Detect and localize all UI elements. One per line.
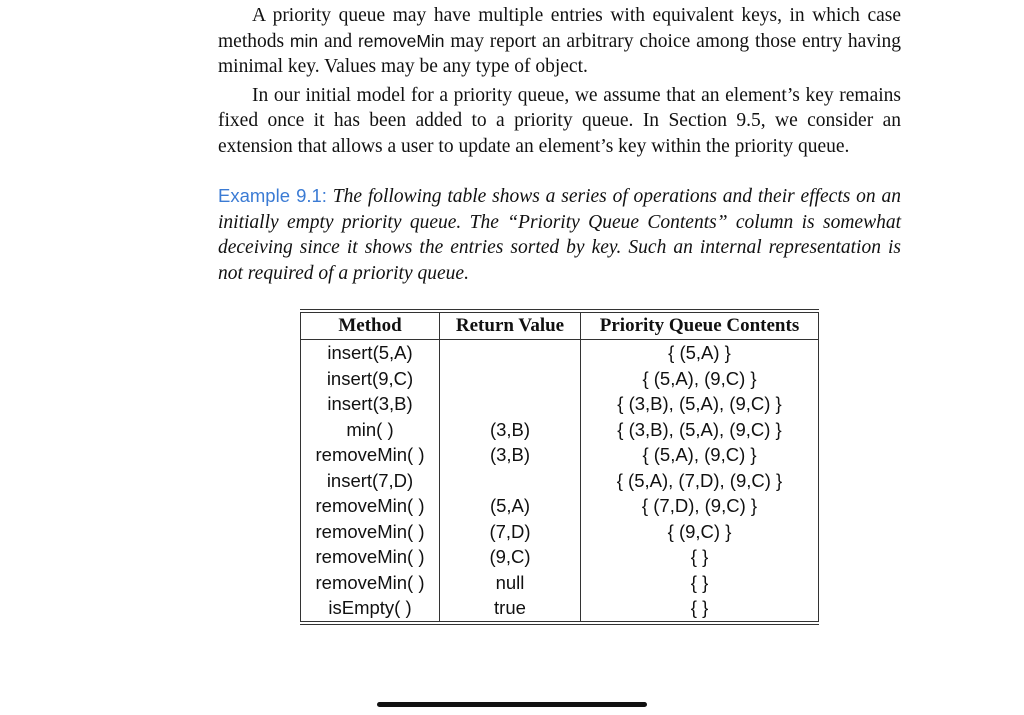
paragraph-1-text-and: and — [318, 30, 358, 52]
table-row — [301, 544, 819, 570]
cell-queue-contents: { (5,A), (9,C) } — [581, 442, 819, 468]
table-row — [301, 519, 819, 545]
table-row — [301, 595, 819, 621]
table-row — [301, 468, 819, 494]
code-removemin: removeMin — [357, 30, 445, 51]
cell-queue-contents: { } — [581, 544, 819, 570]
cell-return-value — [440, 468, 581, 494]
header-priority-queue-contents: Priority Queue Contents — [581, 313, 819, 340]
cell-queue-contents: { } — [581, 595, 819, 621]
cell-return-value: (3,B) — [440, 442, 581, 468]
home-indicator-bar[interactable] — [377, 702, 647, 707]
table-row — [301, 340, 819, 366]
cell-return-value — [440, 366, 581, 392]
cell-queue-contents: { (5,A), (9,C) } — [581, 366, 819, 392]
cell-method: removeMin( ) — [301, 442, 440, 468]
operations-table — [300, 312, 819, 622]
cell-return-value: null — [440, 570, 581, 596]
cell-queue-contents: { (3,B), (5,A), (9,C) } — [581, 391, 819, 417]
cell-return-value: (7,D) — [440, 519, 581, 545]
cell-return-value: (3,B) — [440, 417, 581, 443]
table-row — [301, 570, 819, 596]
cell-return-value: (9,C) — [440, 544, 581, 570]
cell-method: removeMin( ) — [301, 519, 440, 545]
cell-method: min( ) — [301, 417, 440, 443]
example-label: Example 9.1: — [218, 185, 327, 206]
example-text: The following table shows a series of operations and their effects on an initially empty priority queue. The “Priority Queue Contents” column is somewhat deceiving since it shows the entries sorted by key. Such an internal representation is not required of a priority queue. — [218, 186, 901, 284]
cell-method: removeMin( ) — [301, 570, 440, 596]
cell-return-value — [440, 391, 581, 417]
cell-return-value: (5,A) — [440, 493, 581, 519]
header-method: Method — [301, 313, 440, 340]
table-bottom-rule — [300, 624, 819, 625]
header-return-value: Return Value — [440, 313, 581, 340]
cell-queue-contents: { (5,A), (7,D), (9,C) } — [581, 468, 819, 494]
cell-queue-contents: { (7,D), (9,C) } — [581, 493, 819, 519]
page-content — [218, 0, 901, 286]
table-row — [301, 391, 819, 417]
paragraph-2: In our initial model for a priority queue, we assume that an element’s key remains fixed once it has been added to a priority queue. In Section 9.5, we consider an extension that allows a user to update an element’s key within the priority queue. — [218, 84, 901, 157]
cell-queue-contents: { (9,C) } — [581, 519, 819, 545]
cell-method: insert(7,D) — [301, 468, 440, 494]
table-body — [301, 340, 819, 622]
example-block — [218, 183, 901, 286]
cell-queue-contents: { (3,B), (5,A), (9,C) } — [581, 417, 819, 443]
cell-return-value — [440, 340, 581, 366]
cell-queue-contents: { (5,A) } — [581, 340, 819, 366]
cell-queue-contents: { } — [581, 570, 819, 596]
cell-method: insert(3,B) — [301, 391, 440, 417]
cell-method: isEmpty( ) — [301, 595, 440, 621]
cell-method: removeMin( ) — [301, 493, 440, 519]
cell-method: removeMin( ) — [301, 544, 440, 570]
code-min: min — [289, 30, 319, 51]
table-row — [301, 417, 819, 443]
table-row — [301, 442, 819, 468]
paragraph-1 — [218, 0, 901, 80]
cell-method: insert(5,A) — [301, 340, 440, 366]
paragraph-1-text-b: may report an arbitrary choice among those entry having minimal key. Values may be any type of object. — [218, 30, 901, 77]
operations-table-wrapper — [300, 309, 819, 625]
table-row — [301, 366, 819, 392]
table-header-row — [301, 313, 819, 340]
cell-return-value: true — [440, 595, 581, 621]
table-row — [301, 493, 819, 519]
cell-method: insert(9,C) — [301, 366, 440, 392]
paragraph-1-text-a: A priority queue may have multiple entries with equivalent keys, in which case methods — [218, 5, 901, 52]
